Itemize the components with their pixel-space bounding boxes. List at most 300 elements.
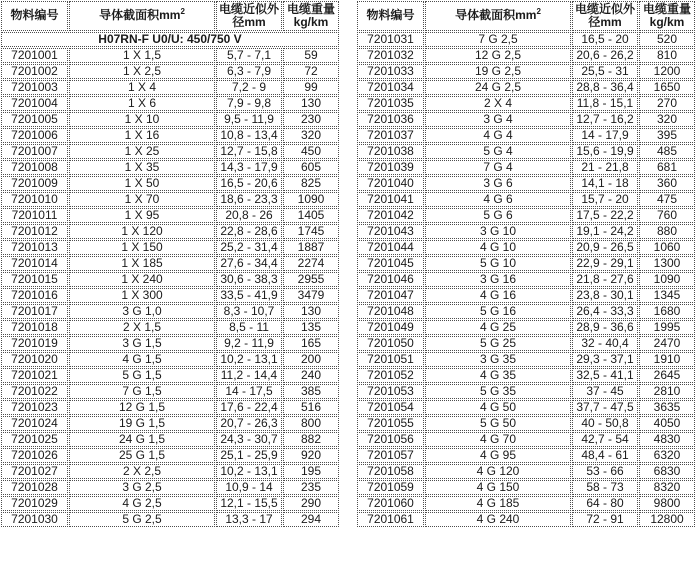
cell-conductor-cross-section: 1 X 120 [69,224,215,239]
cable-table-left [0,0,340,528]
table-row [357,128,695,143]
cell-weight: 520 [639,32,695,47]
cell-weight: 1910 [639,352,695,367]
cable-table-right [356,0,696,528]
table-row [1,112,339,127]
cell-conductor-cross-section: 4 G 25 [425,320,571,335]
cell-outer-diameter: 10,2 - 13,1 [216,352,282,367]
table-row [357,240,695,255]
cell-material-number: 7201055 [357,416,424,431]
table-row [357,144,695,159]
table-row [357,160,695,175]
cell-conductor-cross-section: 4 G 6 [425,192,571,207]
cell-material-number: 7201048 [357,304,424,319]
weight-unit: kg/km [293,14,329,29]
cell-conductor-cross-section: 12 G 2,5 [425,48,571,63]
cell-outer-diameter: 20,7 - 26,3 [216,416,282,431]
cell-outer-diameter: 11,2 - 14,4 [216,368,282,383]
cell-material-number: 7201041 [357,192,424,207]
table-row [357,32,695,47]
cell-conductor-cross-section: 1 X 240 [69,272,215,287]
cell-material-number: 7201003 [1,80,68,95]
cell-weight: 475 [639,192,695,207]
weight-label: 电缆重量 [286,2,335,16]
table-header [1,1,339,31]
cell-conductor-cross-section: 4 G 10 [425,240,571,255]
cell-weight: 294 [283,512,339,527]
cell-outer-diameter: 12,7 - 15,8 [216,144,282,159]
cell-material-number: 7201013 [1,240,68,255]
cell-weight: 130 [283,304,339,319]
cell-material-number: 7201016 [1,288,68,303]
cell-weight: 800 [283,416,339,431]
cell-weight: 1060 [639,240,695,255]
table-row [1,96,339,111]
table-row [1,128,339,143]
cell-weight: 605 [283,160,339,175]
cell-conductor-cross-section: 5 G 6 [425,208,571,223]
cell-weight: 395 [639,128,695,143]
cell-conductor-cross-section: 4 G 150 [425,480,571,495]
cell-material-number: 7201056 [357,432,424,447]
cell-conductor-cross-section: 7 G 4 [425,160,571,175]
cell-weight: 2955 [283,272,339,287]
cross-section-label: 导体截面积mm [455,8,537,23]
cell-conductor-cross-section: 19 G 1,5 [69,416,215,431]
cell-material-number: 7201002 [1,64,68,79]
cell-material-number: 7201054 [357,400,424,415]
cell-conductor-cross-section: 24 G 2,5 [425,80,571,95]
cell-material-number: 7201058 [357,464,424,479]
cell-weight: 3479 [283,288,339,303]
cell-material-number: 7201035 [357,96,424,111]
cell-conductor-cross-section: 1 X 300 [69,288,215,303]
table-row [1,448,339,463]
cell-material-number: 7201032 [357,48,424,63]
cell-outer-diameter: 40 - 50,8 [572,416,638,431]
cell-conductor-cross-section: 3 G 4 [425,112,571,127]
cell-weight: 195 [283,464,339,479]
cell-conductor-cross-section: 24 G 1,5 [69,432,215,447]
cell-weight: 1200 [639,64,695,79]
cell-weight: 320 [639,112,695,127]
cell-weight: 1887 [283,240,339,255]
cell-weight: 320 [283,128,339,143]
cell-conductor-cross-section: 1 X 95 [69,208,215,223]
cell-conductor-cross-section: 2 X 2,5 [69,464,215,479]
cell-conductor-cross-section: 5 G 10 [425,256,571,271]
table-row [357,368,695,383]
cell-weight: 4050 [639,416,695,431]
voltage-spec-row [1,32,339,47]
cell-outer-diameter: 32 - 40,4 [572,336,638,351]
cell-outer-diameter: 28,9 - 36,6 [572,320,638,335]
table-row [357,384,695,399]
cell-outer-diameter: 9,5 - 11,9 [216,112,282,127]
table-row [357,288,695,303]
cell-outer-diameter: 8,3 - 10,7 [216,304,282,319]
table-row [357,208,695,223]
cell-outer-diameter: 23,8 - 30,1 [572,288,638,303]
table-row [1,192,339,207]
cell-material-number: 7201019 [1,336,68,351]
cell-material-number: 7201061 [357,512,424,527]
cell-outer-diameter: 14,3 - 17,9 [216,160,282,175]
cell-outer-diameter: 33,5 - 41,9 [216,288,282,303]
cell-weight: 12800 [639,512,695,527]
cell-material-number: 7201047 [357,288,424,303]
column-header-weight [283,1,339,31]
table-row [357,464,695,479]
cell-material-number: 7201036 [357,112,424,127]
cell-weight: 3635 [639,400,695,415]
cell-weight: 4830 [639,432,695,447]
cell-conductor-cross-section: 4 G 4 [425,128,571,143]
cell-material-number: 7201045 [357,256,424,271]
cell-outer-diameter: 15,6 - 19,9 [572,144,638,159]
cell-conductor-cross-section: 5 G 25 [425,336,571,351]
cell-material-number: 7201007 [1,144,68,159]
cell-weight: 882 [283,432,339,447]
cell-material-number: 7201015 [1,272,68,287]
cell-conductor-cross-section: 1 X 150 [69,240,215,255]
cell-conductor-cross-section: 1 X 70 [69,192,215,207]
cell-conductor-cross-section: 1 X 6 [69,96,215,111]
cell-material-number: 7201018 [1,320,68,335]
cell-material-number: 7201010 [1,192,68,207]
cross-section-superscript: 2 [180,7,185,17]
cell-weight: 360 [639,176,695,191]
cell-conductor-cross-section: 5 G 16 [425,304,571,319]
column-header-weight [639,1,695,31]
table-row [357,400,695,415]
cell-outer-diameter: 22,9 - 29,1 [572,256,638,271]
cell-weight: 270 [639,96,695,111]
cell-weight: 2470 [639,336,695,351]
cell-conductor-cross-section: 12 G 1,5 [69,400,215,415]
table-row [1,496,339,511]
cell-outer-diameter: 10,9 - 14 [216,480,282,495]
cell-weight: 9800 [639,496,695,511]
cell-conductor-cross-section: 4 G 35 [425,368,571,383]
table-row [1,400,339,415]
cell-outer-diameter: 5,7 - 7,1 [216,48,282,63]
table-row [357,112,695,127]
cell-weight: 760 [639,208,695,223]
cell-material-number: 7201027 [1,464,68,479]
cell-weight: 235 [283,480,339,495]
cell-outer-diameter: 14 - 17,5 [216,384,282,399]
cell-weight: 880 [639,224,695,239]
cell-material-number: 7201021 [1,368,68,383]
cell-conductor-cross-section: 1 X 50 [69,176,215,191]
table-row [1,272,339,287]
cell-weight: 450 [283,144,339,159]
cell-outer-diameter: 25,5 - 31 [572,64,638,79]
cell-outer-diameter: 32,5 - 41,1 [572,368,638,383]
cell-outer-diameter: 8,5 - 11 [216,320,282,335]
cell-material-number: 7201026 [1,448,68,463]
cell-material-number: 7201037 [357,128,424,143]
table-row [357,352,695,367]
table-body-left [1,32,339,527]
cell-outer-diameter: 30,6 - 38,3 [216,272,282,287]
cell-outer-diameter: 53 - 66 [572,464,638,479]
cell-material-number: 7201059 [357,480,424,495]
cell-material-number: 7201004 [1,96,68,111]
cell-material-number: 7201025 [1,432,68,447]
cell-outer-diameter: 12,1 - 15,5 [216,496,282,511]
table-row [1,416,339,431]
cell-outer-diameter: 12,7 - 16,2 [572,112,638,127]
table-row [357,496,695,511]
cell-outer-diameter: 16,5 - 20 [572,32,638,47]
cell-conductor-cross-section: 19 G 2,5 [425,64,571,79]
cell-outer-diameter: 9,2 - 11,9 [216,336,282,351]
cell-conductor-cross-section: 25 G 1,5 [69,448,215,463]
table-row [357,256,695,271]
cell-material-number: 7201008 [1,160,68,175]
column-header-conductor-cross-section [425,1,571,31]
cell-outer-diameter: 20,9 - 26,5 [572,240,638,255]
cell-material-number: 7201031 [357,32,424,47]
cell-outer-diameter: 42,7 - 54 [572,432,638,447]
cell-outer-diameter: 48,4 - 61 [572,448,638,463]
cell-outer-diameter: 29,3 - 37,1 [572,352,638,367]
cell-material-number: 7201044 [357,240,424,255]
cross-section-label: 导体截面积mm [99,8,181,23]
cell-material-number: 7201017 [1,304,68,319]
column-header-outer-diameter: 电缆近似外径mm [572,1,638,31]
table-row [1,240,339,255]
cell-weight: 485 [639,144,695,159]
cell-material-number: 7201023 [1,400,68,415]
cell-weight: 516 [283,400,339,415]
cell-outer-diameter: 37,7 - 47,5 [572,400,638,415]
cell-conductor-cross-section: 4 G 120 [425,464,571,479]
voltage-spec-label: H07RN-F U0/U: 450/750 V [1,32,339,47]
cell-conductor-cross-section: 5 G 50 [425,416,571,431]
table-row [1,320,339,335]
cell-outer-diameter: 10,2 - 13,1 [216,464,282,479]
cell-material-number: 7201043 [357,224,424,239]
cell-material-number: 7201034 [357,80,424,95]
cell-conductor-cross-section: 5 G 2,5 [69,512,215,527]
table-body-right [357,32,695,527]
table-row [357,432,695,447]
cell-conductor-cross-section: 1 X 2,5 [69,64,215,79]
cell-outer-diameter: 21,8 - 27,6 [572,272,638,287]
cell-outer-diameter: 64 - 80 [572,496,638,511]
cell-material-number: 7201009 [1,176,68,191]
cell-conductor-cross-section: 3 G 35 [425,352,571,367]
cell-weight: 6320 [639,448,695,463]
cell-weight: 825 [283,176,339,191]
cell-weight: 1995 [639,320,695,335]
cell-conductor-cross-section: 3 G 10 [425,224,571,239]
cell-material-number: 7201057 [357,448,424,463]
cell-material-number: 7201042 [357,208,424,223]
cell-material-number: 7201052 [357,368,424,383]
weight-label: 电缆重量 [642,2,691,16]
cell-material-number: 7201024 [1,416,68,431]
cell-outer-diameter: 26,4 - 33,3 [572,304,638,319]
cell-outer-diameter: 25,1 - 25,9 [216,448,282,463]
header-row [357,1,695,31]
table-row [1,368,339,383]
cell-weight: 200 [283,352,339,367]
cell-material-number: 7201029 [1,496,68,511]
cell-material-number: 7201006 [1,128,68,143]
cell-outer-diameter: 20,8 - 26 [216,208,282,223]
table-row [1,464,339,479]
cell-outer-diameter: 37 - 45 [572,384,638,399]
cell-weight: 920 [283,448,339,463]
cell-outer-diameter: 18,6 - 23,3 [216,192,282,207]
cell-conductor-cross-section: 1 X 1,5 [69,48,215,63]
cell-material-number: 7201039 [357,160,424,175]
cell-weight: 1090 [283,192,339,207]
cell-outer-diameter: 7,2 - 9 [216,80,282,95]
cell-conductor-cross-section: 1 X 16 [69,128,215,143]
cell-weight: 1680 [639,304,695,319]
cell-material-number: 7201012 [1,224,68,239]
cell-weight: 72 [283,64,339,79]
cell-material-number: 7201022 [1,384,68,399]
table-row [1,352,339,367]
cell-material-number: 7201060 [357,496,424,511]
cell-weight: 290 [283,496,339,511]
table-row [357,272,695,287]
cell-conductor-cross-section: 3 G 16 [425,272,571,287]
cell-outer-diameter: 28,8 - 36,4 [572,80,638,95]
table-row [357,96,695,111]
table-row [1,64,339,79]
cell-material-number: 7201049 [357,320,424,335]
cell-material-number: 7201014 [1,256,68,271]
cell-conductor-cross-section: 7 G 1,5 [69,384,215,399]
cell-weight: 6830 [639,464,695,479]
table-row [1,160,339,175]
cell-outer-diameter: 20,6 - 26,2 [572,48,638,63]
cell-weight: 1300 [639,256,695,271]
cell-weight: 165 [283,336,339,351]
cell-conductor-cross-section: 3 G 6 [425,176,571,191]
cell-outer-diameter: 17,6 - 22,4 [216,400,282,415]
cell-material-number: 7201011 [1,208,68,223]
column-header-material-number: 物料编号 [1,1,68,31]
column-header-conductor-cross-section [69,1,215,31]
table-row [357,304,695,319]
table-row [357,64,695,79]
table-row [1,304,339,319]
cell-outer-diameter: 16,5 - 20,6 [216,176,282,191]
cross-section-superscript: 2 [536,7,541,17]
cell-weight: 59 [283,48,339,63]
cell-conductor-cross-section: 4 G 50 [425,400,571,415]
cell-conductor-cross-section: 4 G 70 [425,432,571,447]
table-row [357,48,695,63]
table-row [1,512,339,527]
cell-material-number: 7201020 [1,352,68,367]
cell-outer-diameter: 14 - 17,9 [572,128,638,143]
cell-material-number: 7201053 [357,384,424,399]
cell-conductor-cross-section: 4 G 1,5 [69,352,215,367]
cell-conductor-cross-section: 5 G 1,5 [69,368,215,383]
cell-weight: 810 [639,48,695,63]
cell-outer-diameter: 27,6 - 34,4 [216,256,282,271]
cell-conductor-cross-section: 2 X 1,5 [69,320,215,335]
cell-conductor-cross-section: 1 X 25 [69,144,215,159]
cell-outer-diameter: 6,3 - 7,9 [216,64,282,79]
cell-weight: 130 [283,96,339,111]
table-row [357,320,695,335]
cell-outer-diameter: 7,9 - 9,8 [216,96,282,111]
cell-weight: 1090 [639,272,695,287]
cell-weight: 1405 [283,208,339,223]
table-row [357,192,695,207]
cell-material-number: 7201038 [357,144,424,159]
table-row [357,480,695,495]
cell-material-number: 7201028 [1,480,68,495]
cell-weight: 230 [283,112,339,127]
cell-conductor-cross-section: 2 X 4 [425,96,571,111]
cell-outer-diameter: 15,7 - 20 [572,192,638,207]
cell-outer-diameter: 11,8 - 15,1 [572,96,638,111]
cell-outer-diameter: 10,8 - 13,4 [216,128,282,143]
header-row [1,1,339,31]
table-row [1,480,339,495]
cell-weight: 135 [283,320,339,335]
cell-weight: 99 [283,80,339,95]
cell-outer-diameter: 13,3 - 17 [216,512,282,527]
cell-outer-diameter: 24,3 - 30,7 [216,432,282,447]
cell-weight: 1745 [283,224,339,239]
cell-weight: 8320 [639,480,695,495]
cell-material-number: 7201051 [357,352,424,367]
cell-conductor-cross-section: 4 G 16 [425,288,571,303]
cell-material-number: 7201040 [357,176,424,191]
cell-conductor-cross-section: 4 G 95 [425,448,571,463]
cell-weight: 385 [283,384,339,399]
table-row [357,448,695,463]
cell-material-number: 7201033 [357,64,424,79]
cell-outer-diameter: 14,1 - 18 [572,176,638,191]
cell-conductor-cross-section: 4 G 185 [425,496,571,511]
weight-unit: kg/km [649,14,685,29]
cell-weight: 2810 [639,384,695,399]
table-row [357,176,695,191]
cell-outer-diameter: 19,1 - 24,2 [572,224,638,239]
cell-outer-diameter: 22,8 - 28,6 [216,224,282,239]
table-row [357,80,695,95]
table-row [357,512,695,527]
table-row [357,416,695,431]
table-row [1,144,339,159]
table-row [1,256,339,271]
table-row [1,80,339,95]
cell-conductor-cross-section: 4 G 2,5 [69,496,215,511]
table-row [1,432,339,447]
cell-conductor-cross-section: 1 X 185 [69,256,215,271]
cell-weight: 681 [639,160,695,175]
cell-conductor-cross-section: 3 G 1,0 [69,304,215,319]
cell-outer-diameter: 21 - 21,8 [572,160,638,175]
table-row [357,336,695,351]
table-row [1,208,339,223]
cell-conductor-cross-section: 3 G 1,5 [69,336,215,351]
cell-outer-diameter: 25,2 - 31,4 [216,240,282,255]
